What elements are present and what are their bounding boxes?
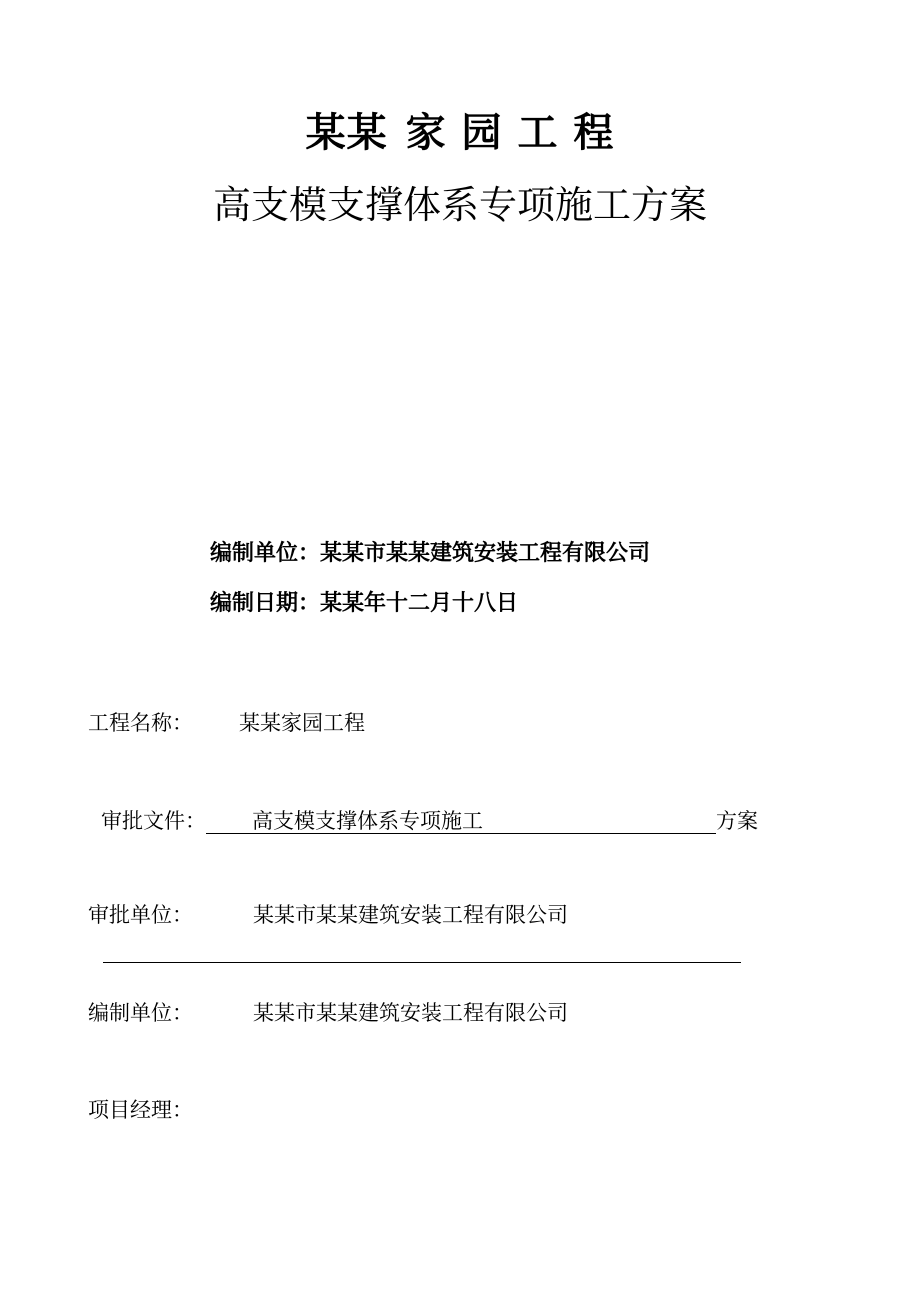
project-manager-field (88, 1095, 193, 1125)
title-line-1-part-2: 家 园 工 程 (405, 110, 615, 156)
title-line-1-part-1: 某某 (305, 110, 388, 156)
project-name-label: 工程名称： (88, 711, 193, 735)
compile-date-info-label: 编制日期： (210, 591, 321, 616)
compile-unit-info (210, 539, 650, 569)
compile-date-info (210, 589, 518, 619)
document-title-line-2: 高支模支撑体系专项施工方案 (212, 183, 707, 227)
project-name-value: 某某家园工程 (239, 711, 365, 735)
approval-document-value: 高支模支撑体系专项施工 (206, 809, 716, 834)
approval-document-label: 审批文件： (101, 809, 206, 833)
project-name-field (88, 708, 365, 738)
compile-unit-info-value: 某某市某某建筑安装工程有限公司 (320, 541, 651, 566)
compile-unit-label: 编制单位： (88, 1001, 193, 1025)
approval-unit-underline (103, 962, 741, 963)
compile-date-info-value: 某某年十二月十八日 (320, 591, 519, 616)
approval-unit-value: 某某市某某建筑安装工程有限公司 (253, 903, 568, 927)
approval-unit-label: 审批单位： (88, 903, 193, 927)
compile-unit-field (88, 998, 568, 1028)
project-manager-label: 项目经理： (88, 1098, 193, 1122)
approval-unit-field (88, 900, 568, 930)
document-title-line-1 (0, 108, 920, 158)
compile-unit-info-label: 编制单位： (210, 541, 321, 566)
approval-document-field (101, 806, 758, 836)
approval-document-suffix: 方案 (716, 809, 758, 833)
compile-unit-value: 某某市某某建筑安装工程有限公司 (253, 1001, 568, 1025)
